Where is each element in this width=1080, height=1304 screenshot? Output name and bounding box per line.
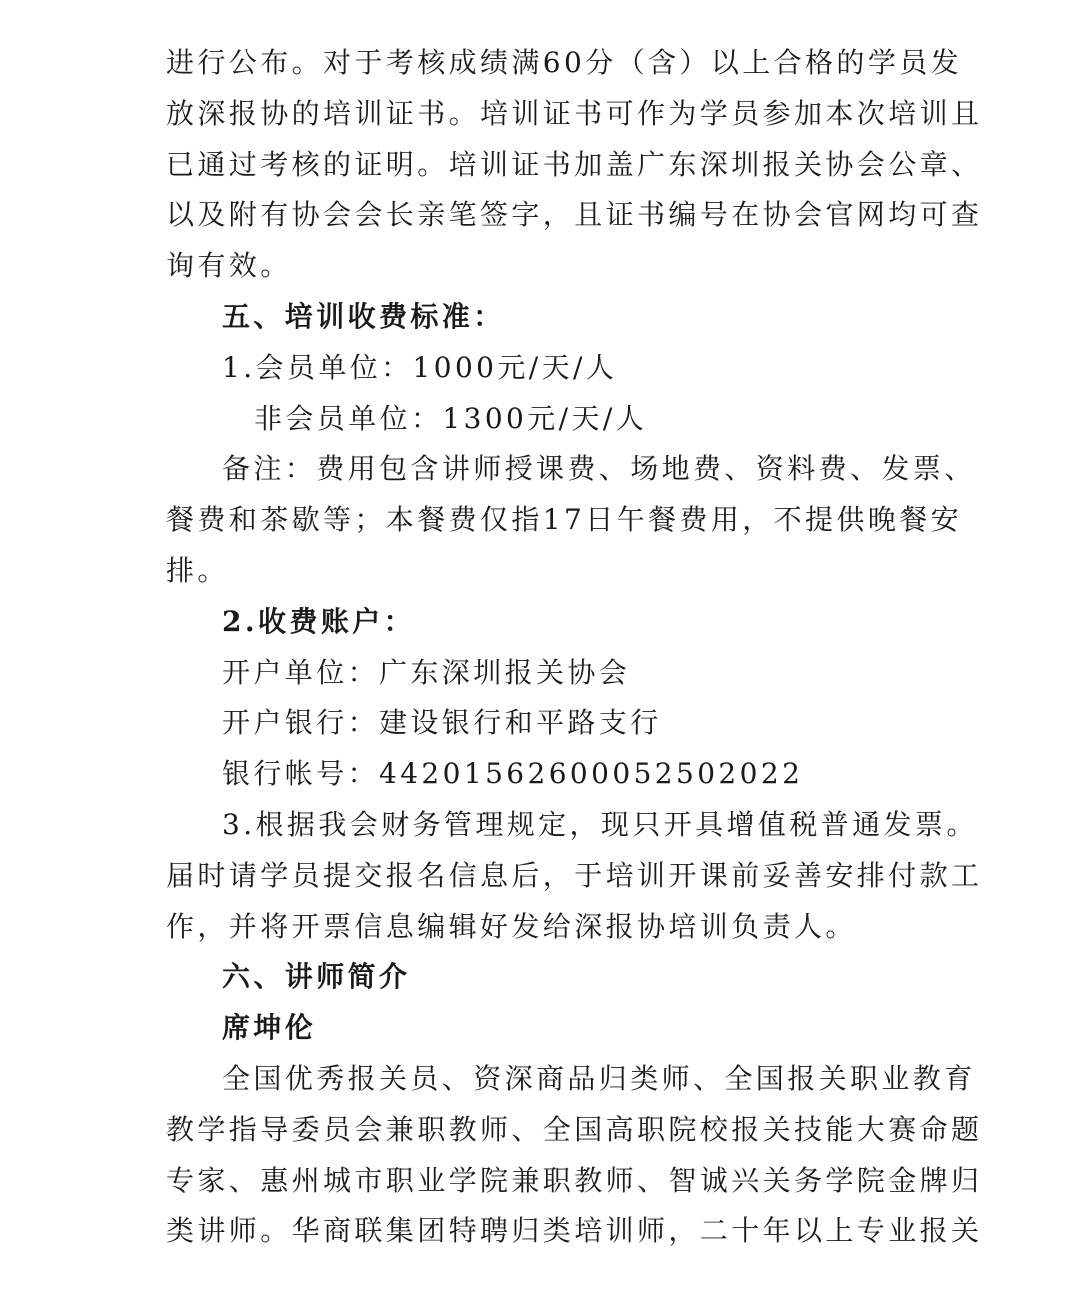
invoice-line: 作，并将开票信息编辑好发给深报协培训负责人。 bbox=[166, 909, 857, 943]
invoice-line: 3.根据我会财务管理规定，现只开具增值税普通发票。 bbox=[222, 807, 978, 841]
account-unit: 开户单位：广东深圳报关协会 bbox=[222, 655, 631, 689]
lecturer-bio-line: 教学指导委员会兼职教师、全国高职院校报关技能大赛命题 bbox=[166, 1112, 983, 1146]
remark-line: 排。 bbox=[166, 553, 229, 587]
lecturer-bio-line: 专家、惠州城市职业学院兼职教师、智诚兴关务学院金牌归 bbox=[166, 1163, 983, 1197]
text-line: 进行公布。对于考核成绩满60分（含）以上合格的学员发 bbox=[166, 46, 963, 79]
fee-nonmember: 非会员单位：1300元/天/人 bbox=[254, 401, 648, 435]
account-heading: 2.收费账户： bbox=[222, 604, 416, 638]
text-line: 询有效。 bbox=[166, 249, 292, 283]
section-heading-fees: 五、培训收费标准： bbox=[222, 299, 505, 333]
invoice-line: 届时请学员提交报名信息后，于培训开课前妥善安排付款工 bbox=[166, 858, 983, 892]
text-line: 已通过考核的证明。培训证书加盖广东深圳报关协会公章、 bbox=[166, 147, 983, 181]
lecturer-name: 席坤伦 bbox=[222, 1011, 317, 1045]
document-body bbox=[166, 38, 983, 1257]
text-line: 放深报协的培训证书。培训证书可作为学员参加本次培训且 bbox=[166, 96, 983, 130]
text-line: 以及附有协会会长亲笔签字，且证书编号在协会官网均可查 bbox=[166, 198, 983, 232]
remark-line: 备注：费用包含讲师授课费、场地费、资料费、发票、 bbox=[222, 452, 976, 486]
lecturer-bio-line: 类讲师。华商联集团特聘归类培训师，二十年以上专业报关 bbox=[166, 1214, 983, 1248]
remark-line: 餐费和茶歇等；本餐费仅指17日午餐费用，不提供晚餐安 bbox=[166, 503, 963, 537]
account-bank: 开户银行：建设银行和平路支行 bbox=[222, 706, 662, 740]
section-heading-lecturer: 六、讲师简介 bbox=[222, 960, 411, 994]
account-number: 银行帐号：44201562600052502022 bbox=[222, 757, 804, 791]
lecturer-bio-line: 全国优秀报关员、资深商品归类师、全国报关职业教育 bbox=[222, 1061, 976, 1095]
fee-member: 1.会员单位：1000元/天/人 bbox=[222, 350, 618, 384]
